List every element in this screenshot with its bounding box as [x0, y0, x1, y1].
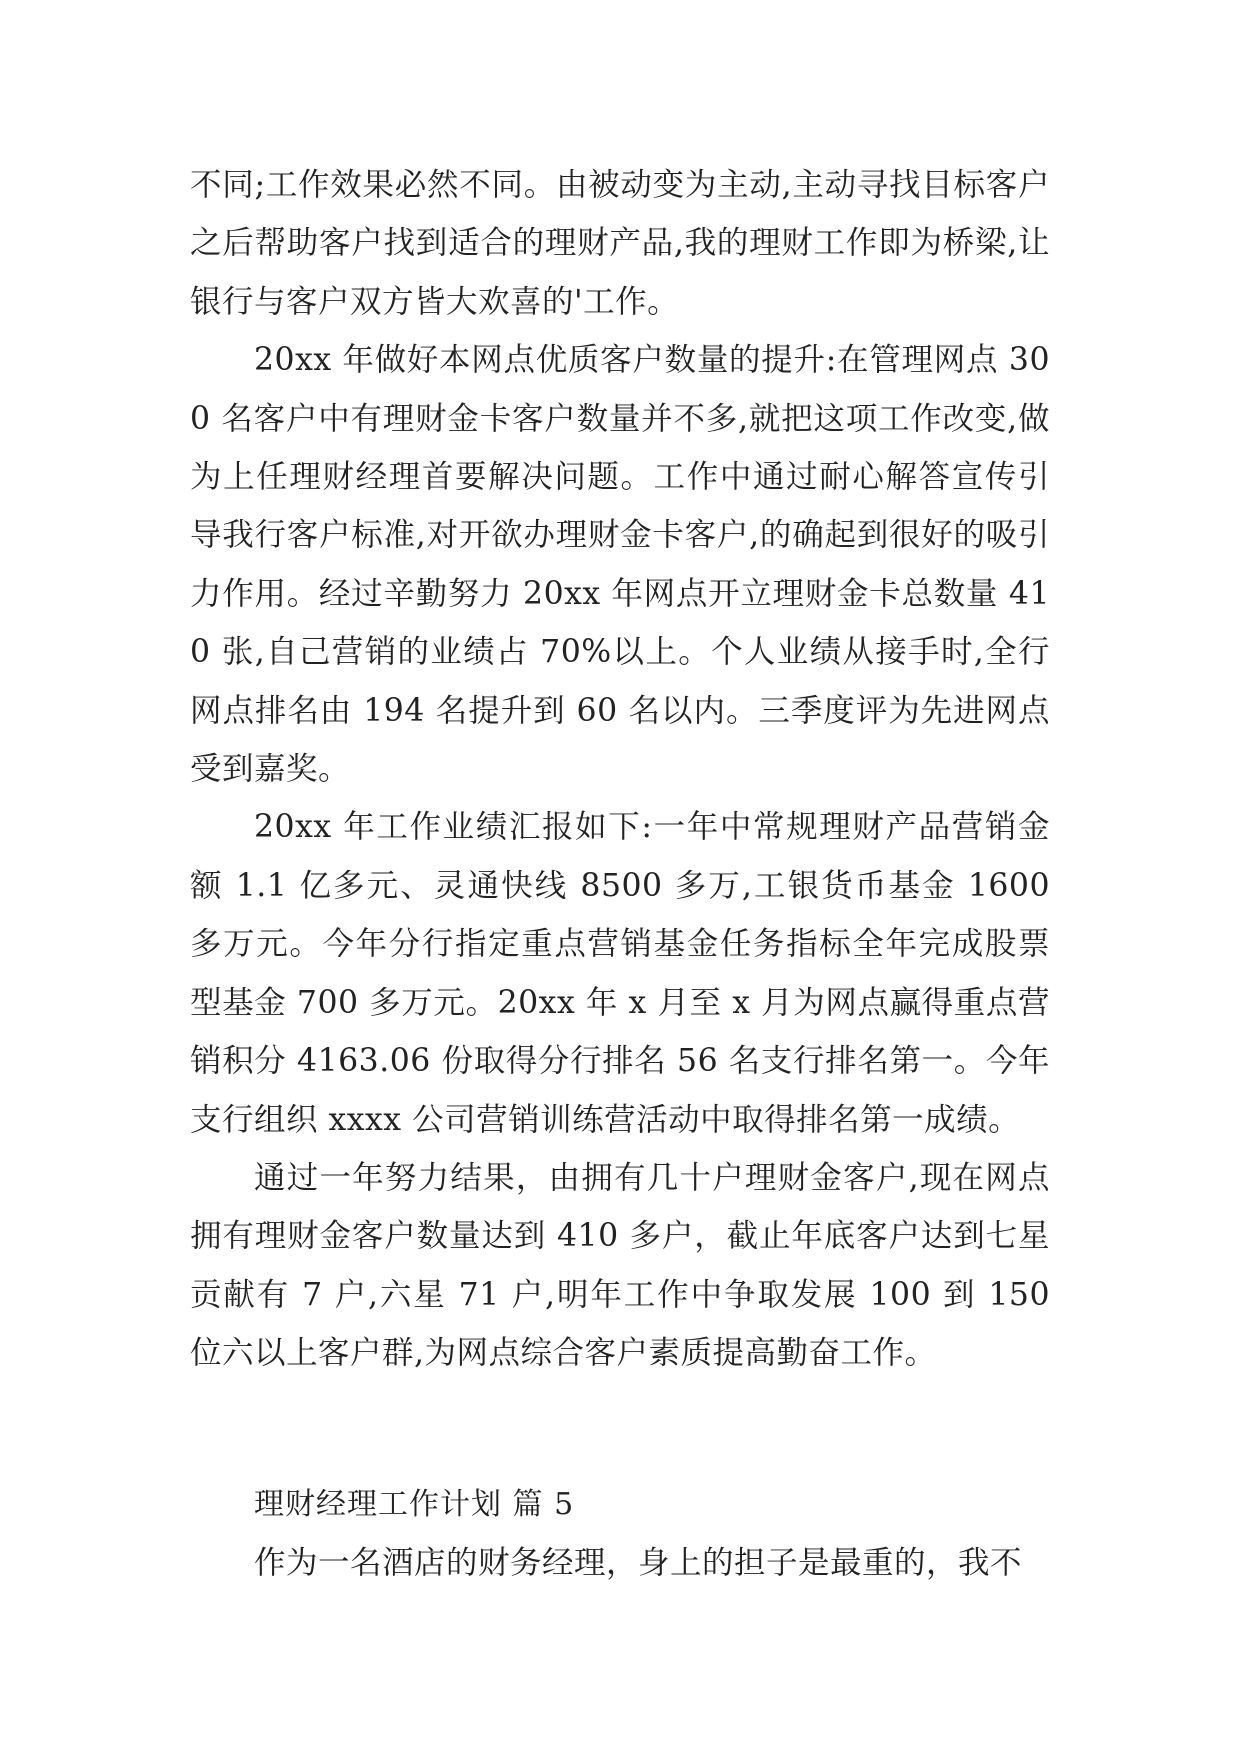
- paragraph-1: 不同;工作效果必然不同。由被动变为主动,主动寻找目标客户之后帮助客户找到适合的理财产品,我的理财工作即为桥梁,让银行与客户双方皆大欢喜的'工作。: [190, 167, 1050, 320]
- paragraph-3: 20xx 年工作业绩汇报如下:一年中常规理财产品营销金额 1.1 亿多元、灵通快线 8500 多万,工银货币基金 1600 多万元。今年分行指定重点营销基金任务指标全年完成股票型基金 700 多万元。20xx 年 x 月至 x 月为网点赢得重点营销积分 4163.06 份取得分行排名 56 名支行排名第一。今年支行组织 xxxx 公司营销训练营活动中取得排名第一成绩。: [190, 809, 1050, 1138]
- paragraph-2: 20xx 年做好本网点优质客户数量的提升:在管理网点 300 名客户中有理财金卡客户数量并不多,就把这项工作改变,做为上任理财经理首要解决问题。工作中通过耐心解答宣传引导我行客户标准,对开欲办理财金卡客户,的确起到很好的吸引力作用。经过辛勤努力 20xx 年网点开立理财金卡总数量 410 张,自己营销的业绩占 70%以上。个人业绩从接手时,全行网点排名由 194 名提升到 60 名以内。三季度评为先进网点受到嘉奖。: [190, 342, 1050, 788]
- section-first-paragraph: 作为一名酒店的财务经理，身上的担子是最重的，我不: [254, 1544, 1023, 1581]
- document-page: [190, 156, 1050, 1592]
- section-heading: 理财经理工作计划 篇 5: [254, 1486, 575, 1522]
- paragraph-4: 通过一年努力结果，由拥有几十户理财金客户,现在网点拥有理财金客户数量达到 410 多户，截止年底客户达到七星贡献有 7 户,六星 71 户,明年工作中争取发展 100 到 150 位六以上客户群,为网点综合客户素质提高勤奋工作。: [190, 1159, 1050, 1372]
